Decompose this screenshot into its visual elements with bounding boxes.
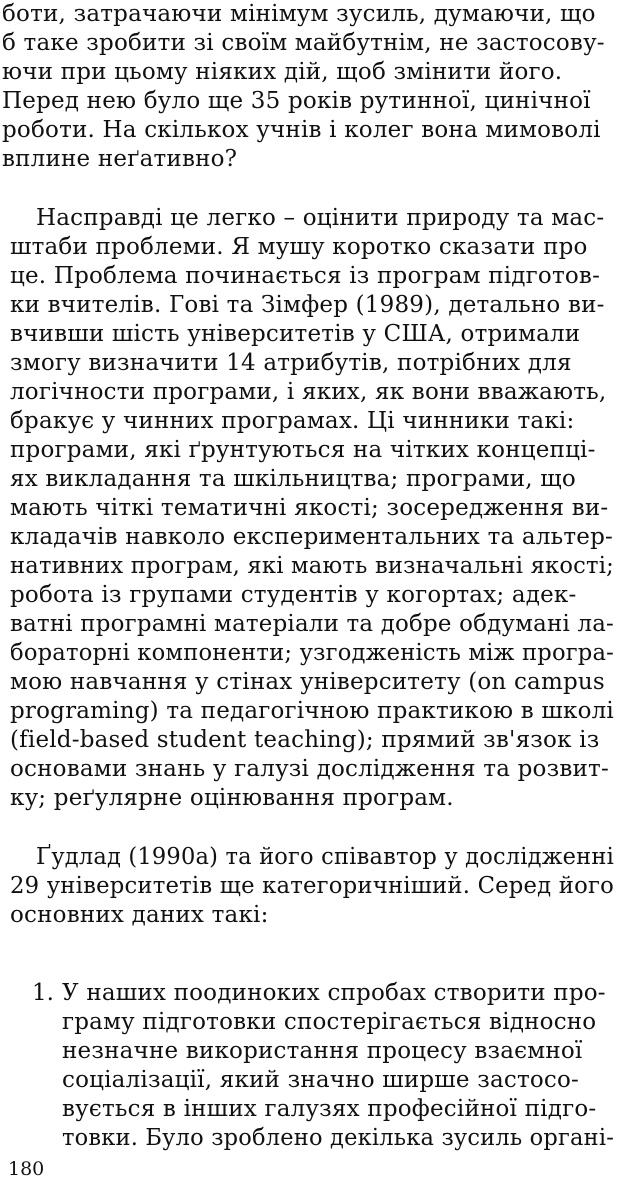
text-line: мою навчання у стінах університету (on campus	[10, 669, 605, 695]
text-line: роботи. На скількох учнів і колег вона мимоволі	[2, 117, 601, 143]
text-line: програми, які ґрунтуються на чітких концепці-	[10, 437, 596, 463]
text-line: У наших поодиноких спробах створити про-	[62, 980, 606, 1006]
text-line: боти, затрачаючи мінімум зусиль, думаючи, що	[2, 1, 596, 27]
page-number: 180	[8, 1158, 45, 1180]
text-line: соціалізації, який значно ширше застосо-	[62, 1067, 580, 1093]
numbered-list-item	[0, 979, 620, 1153]
text-line: ку; реґулярне оцінювання програм.	[10, 785, 454, 811]
text-line: основних даних такі:	[10, 902, 269, 928]
text-line: Насправді це легко – оцінити природу та мас-	[36, 205, 605, 231]
text-line: ватні програмні матеріали та добре обдумані ла-	[10, 611, 615, 637]
text-line: programing) та педагогічною практикою в школі	[10, 698, 614, 724]
text-line: Ґудлад (1990а) та його співавтор у дослідженні	[36, 844, 615, 870]
paragraph-1	[0, 0, 620, 174]
text-line: ях викладання та шкільництва; програми, що	[10, 466, 576, 492]
paragraph-2	[0, 204, 620, 813]
text-line: незначне використання процесу взаємної	[62, 1038, 583, 1064]
text-line: б таке зробити зі своїм майбутнім, не застосову-	[2, 30, 605, 56]
text-line: вплине неґативно?	[2, 146, 238, 172]
text-line: граму підготовки спостерігається відносно	[62, 1009, 597, 1035]
text-line: ючи при цьому ніяких дій, щоб змінити його.	[2, 59, 563, 85]
text-line: 29 університетів ще категоричніший. Серед його	[10, 873, 614, 899]
text-line: товки. Було зроблено декілька зусиль органі-	[62, 1125, 615, 1151]
text-line: бораторні компоненти; узгодженість між програ-	[10, 640, 615, 666]
text-line: нативних програм, які мають визначальні якості;	[10, 553, 614, 579]
text-line: це. Проблема починається із програм підготов-	[10, 263, 601, 289]
text-line: основами знань у галузі дослідження та розвит-	[10, 756, 609, 782]
text-line: робота із групами студентів у когортах; адек-	[10, 582, 577, 608]
text-line: вчивши шість університетів у США, отримали	[10, 321, 581, 347]
text-line: (field-based student teaching); прямий зв'язок із	[10, 727, 600, 753]
list-item-number: 1.	[32, 980, 54, 1006]
text-line: кладачів навколо експериментальних та альтер-	[10, 524, 614, 550]
text-line: штаби проблеми. Я мушу коротко сказати про	[10, 234, 588, 260]
text-line: змогу визначити 14 атрибутів, потрібних для	[10, 350, 572, 376]
text-line: логічности програми, і яких, як вони вважають,	[10, 379, 607, 405]
text-line: вується в інших галузях професійної підго-	[62, 1096, 597, 1122]
text-line: ки вчителів. Гові та Зімфер (1989), детально ви-	[10, 292, 605, 318]
text-line: Перед нею було ще 35 років рутинної, цинічної	[2, 88, 591, 114]
paragraph-3	[0, 843, 620, 930]
text-line: мають чіткі тематичні якості; зосередження ви-	[10, 495, 609, 521]
text-line: бракує у чинних програмах. Ці чинники такі:	[10, 408, 575, 434]
